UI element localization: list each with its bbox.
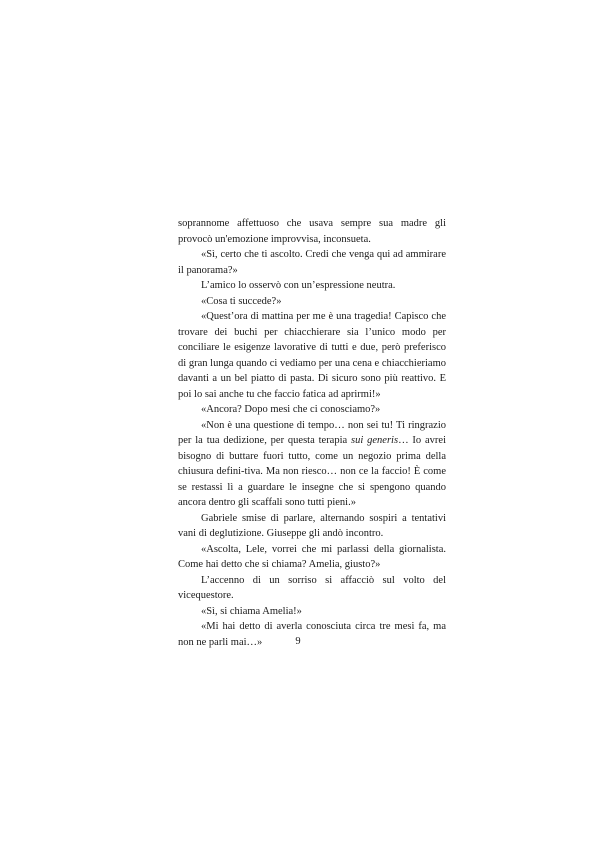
paragraph — [178, 247, 446, 278]
page-number: 9 — [295, 636, 301, 647]
paragraph — [178, 309, 446, 402]
text-run: soprannome affettuoso che usava sempre sua madre gli provocò un'emozione improvvisa, inconsueta. — [178, 218, 446, 245]
text-run: «Mi hai detto di averla conosciuta circa tre mesi fa, ma non ne parli mai…» — [178, 621, 446, 648]
text-run: … Io avrei bisogno di buttare fuori tutto, come un negozio prima della chiusura defini-tiva. Ma non riesco… non ce la faccio! È come se restassi lì a guardare le insegne che si spengono quando ancora dentro gli scaffali sono tutti pieni.» — [178, 435, 447, 508]
text-run: «Sì, certo che ti ascolto. Credi che venga qui ad ammirare il panorama?» — [178, 249, 446, 276]
text-run: «Quest’ora di mattina per me è una tragedia! Capisco che trovare dei buchi per chiacchierare sia l’unico modo per conciliare le esigenze lavorative di tutti e due, però preferisco di gran lunga quando ci vediamo per una cena e chiacchieriamo davanti a un bel piatto di pasta. Di sicuro sono più reattivo. E poi lo sai anche tu che faccio fatica ad aprirmi!» — [178, 311, 446, 400]
paragraph — [178, 542, 446, 573]
italic-text: sui generis — [351, 435, 399, 446]
paragraph — [178, 418, 446, 511]
text-run: L’accenno di un sorriso si affacciò sul volto del vicequestore. — [178, 574, 446, 601]
text-run: Gabriele smise di parlare, alternando sospiri a tentativi vani di deglutizione. Giuseppe gli andò incontro. — [178, 512, 446, 539]
paragraph — [178, 402, 446, 418]
paragraph — [178, 511, 446, 542]
text-run: «Ancora? Dopo mesi che ci conosciamo?» — [201, 404, 381, 415]
text-run: «Non è una questione di tempo… non sei tu! Ti ringrazio per la tua dedizione, per questa terapia — [178, 419, 446, 446]
text-run: «Cosa ti succede?» — [201, 295, 282, 307]
text-run: L’amico lo osservò con un’espressione neutra. — [201, 280, 396, 291]
body-text — [178, 216, 446, 650]
paragraph — [178, 278, 446, 294]
paragraph — [178, 604, 446, 620]
text-run: «Ascolta, Lele, vorrei che mi parlassi della giornalista. Come hai detto che si chiama? Amelia, giusto?» — [178, 543, 446, 570]
text-run: «Sì, si chiama Amelia!» — [201, 605, 302, 617]
paragraph — [178, 294, 446, 310]
paragraph — [178, 573, 446, 604]
paragraph — [178, 216, 446, 247]
